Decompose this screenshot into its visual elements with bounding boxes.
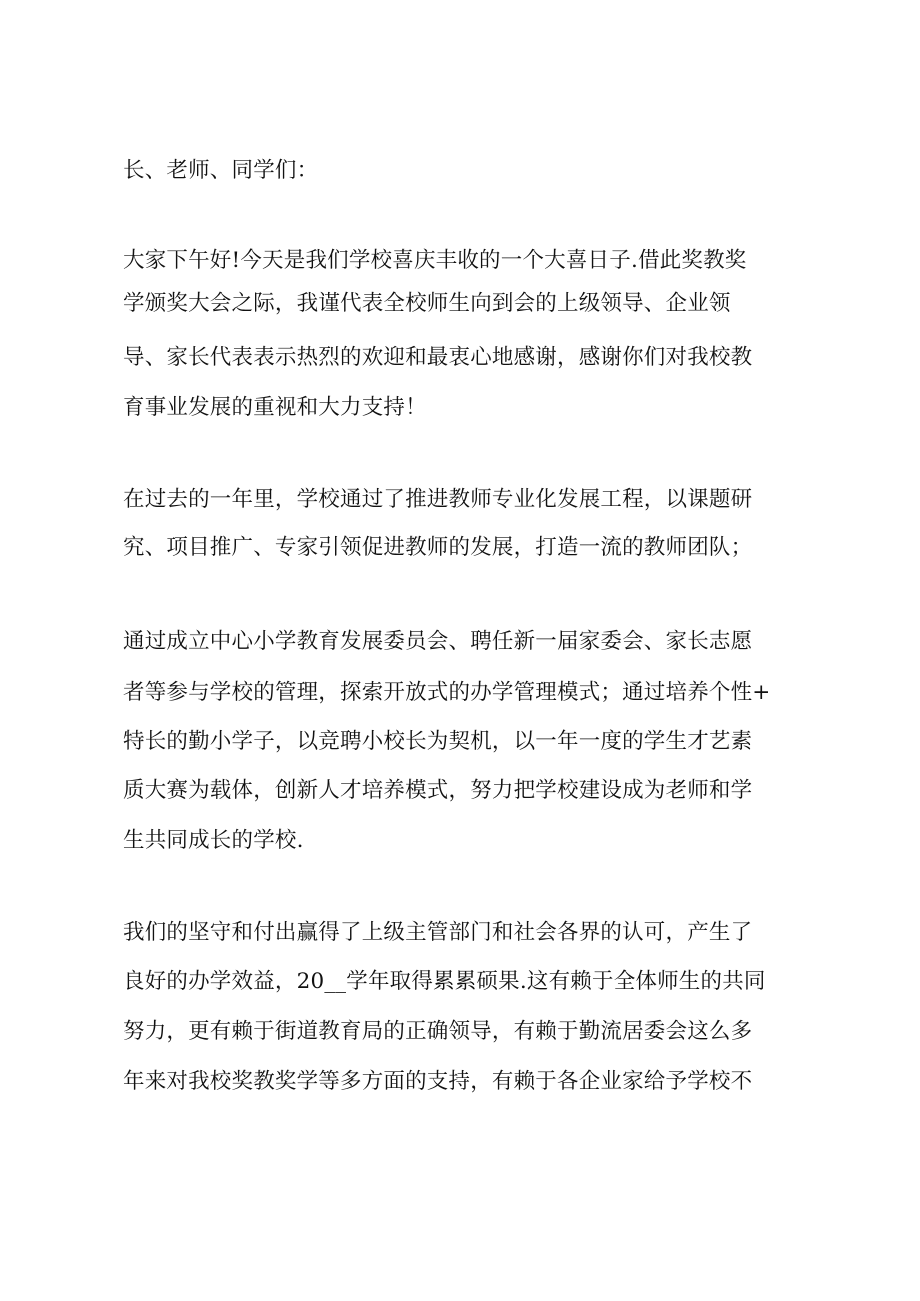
paragraph-2-line-1: 在过去的一年里，学校通过了推进教师专业化发展工程，以课题研 <box>123 487 753 512</box>
paragraph-3-line-4: 质大赛为载体，创新人才培养模式，努力把学校建设成为老师和学 <box>123 778 753 803</box>
paragraph-3-line-1: 通过成立中心小学教育发展委员会、聘任新一届家委会、家长志愿 <box>123 629 753 654</box>
paragraph-4-line-1: 我们的坚守和付出赢得了上级主管部门和社会各界的认可，产生了 <box>123 920 753 945</box>
paragraph-1-line-1: 大家下午好!今天是我们学校喜庆丰收的一个大喜日子.借此奖教奖 <box>123 248 747 273</box>
paragraph-1-line-2: 学颁奖大会之际，我谨代表全校师生向到会的上级领导、企业领 <box>123 291 731 316</box>
paragraph-1-line-3: 导、家长代表表示热烈的欢迎和最衷心地感谢，感谢你们对我校教 <box>123 345 753 370</box>
paragraph-3-line-5: 生共同成长的学校. <box>123 828 304 853</box>
paragraph-2-line-2: 究、项目推广、专家引领促进教师的发展，打造一流的教师团队； <box>123 535 753 560</box>
paragraph-1-line-4: 育事业发展的重视和大力支持！ <box>123 395 427 420</box>
paragraph-4-line-2: 良好的办学效益，20__学年取得累累硕果.这有赖于全体师生的共同 <box>123 969 766 994</box>
salutation-line: 长、老师、同学们： <box>123 158 319 183</box>
paragraph-4-line-3: 努力，更有赖于街道教育局的正确领导，有赖于勤流居委会这么多 <box>123 1019 753 1044</box>
paragraph-4-line-4: 年来对我校奖教奖学等多方面的支持，有赖于各企业家给予学校不 <box>123 1069 753 1094</box>
paragraph-3-line-2: 者等参与学校的管理，探索开放式的办学管理模式；通过培养个性+ <box>123 680 771 705</box>
paragraph-3-line-3: 特长的勤小学子，以竞聘小校长为契机，以一年一度的学生才艺素 <box>123 729 753 754</box>
